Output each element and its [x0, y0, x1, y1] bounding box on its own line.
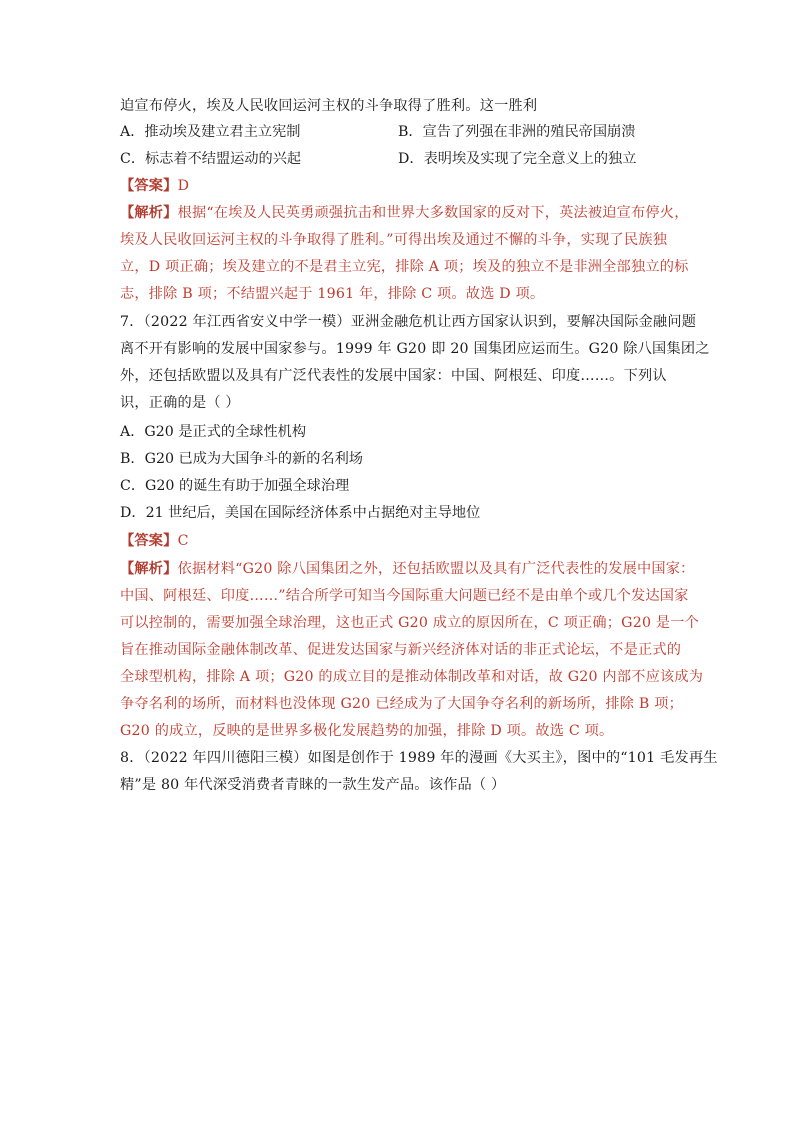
q7-stem-line-4: 识，正确的是（ ） [120, 395, 240, 411]
q7-analysis-text-1: 依据材料“G20 除八国集团之外，还包括欧盟以及具有广泛代表性的发展中国家： [177, 561, 695, 577]
q7-option-d: D．21 世纪后，美国在国际经济体系中占据绝对主导地位 [120, 505, 481, 521]
q8-stem-line-2: 精”是 80 年代深受消费者青睐的一款生发产品。该作品（ ） [120, 777, 506, 793]
q7-stem-line-2: 离不开有影响的发展中国家参与。1999 年 G20 即 20 国集团应运而生。G20 除八国集团之 [120, 341, 710, 357]
q8-source: （2022 年四川德阳三模） [143, 750, 308, 766]
q6-analysis-text-1: 根据“在埃及人民英勇顽强抗击和世界大多数国家的反对下，英法被迫宣布停火， [177, 205, 689, 221]
q7-analysis-line-1 [120, 559, 695, 579]
q6-analysis-line-3: 立，D 项正确；埃及建立的不是君主立宪，排除 A 项；埃及的独立不是非洲全部独立的标 [120, 259, 689, 275]
q6-answer-value: D [177, 178, 190, 194]
q6-analysis-line-2: 埃及人民收回运河主权的斗争取得了胜利。”可得出埃及通过不懈的斗争，实现了民族独 [120, 232, 668, 248]
q7-analysis-line-3: 可以控制的，需要加强全球治理，这也正式 G20 成立的原因所在，C 项正确；G20 是一个 [120, 615, 700, 631]
q6-option-b: B．宣告了列强在非洲的殖民帝国崩溃 [398, 124, 636, 140]
q8-number: 8． [120, 750, 144, 766]
q7-number: 7． [120, 314, 144, 330]
q6-analysis-line-4: 志，排除 B 项；不结盟兴起于 1961 年，排除 C 项。故选 D 项。 [120, 286, 545, 302]
q7-stem-text-1: 亚洲金融危机让西方国家认识到，要解决国际金融问题 [350, 314, 697, 330]
q7-analysis-line-7: G20 的成立，反映的是世界多极化发展趋势的加强，排除 D 项。故选 C 项。 [120, 723, 614, 739]
q6-option-a: A．推动埃及建立君主立宪制 [120, 124, 301, 140]
q6-answer [120, 176, 189, 196]
q8-stem-text-1: 如图是创作于 1989 年的漫画《大买主》，图中的“101 毛发再生 [307, 750, 718, 766]
q7-stem-line-3: 外，还包括欧盟以及具有广泛代表性的发展中国家：中国、阿根廷、印度……。下列认 [120, 368, 667, 384]
q7-stem-line-1 [120, 312, 696, 332]
q6-stem-tail: 迫宣布停火，埃及人民收回运河主权的斗争取得了胜利。这一胜利 [120, 98, 538, 114]
q7-analysis-line-6: 争夺名利的场所，而材料也没体现 G20 已经成为了大国争夺名利的新场所，排除 B 项； [120, 696, 684, 712]
q7-analysis-tag: 【解析】 [120, 561, 178, 577]
q6-analysis-tag: 【解析】 [120, 205, 178, 221]
q6-answer-tag: 【答案】 [120, 178, 178, 194]
q6-analysis-line-1 [120, 203, 689, 223]
q7-option-c: C．G20 的诞生有助于加强全球治理 [120, 478, 350, 494]
q7-answer-value: C [177, 533, 189, 549]
q7-analysis-line-4: 旨在推动国际金融体制改革、促进发达国家与新兴经济体对话的非正式论坛，不是正式的 [120, 642, 682, 658]
q7-option-a: A．G20 是正式的全球性机构 [120, 424, 307, 440]
q7-option-b: B．G20 已成为大国争斗的新的名利场 [120, 451, 363, 467]
q7-source: （2022 年江西省安义中学一模） [143, 314, 351, 330]
q6-option-d: D．表明埃及实现了完全意义上的独立 [398, 151, 637, 167]
q8-stem-line-1 [120, 748, 718, 768]
q7-answer [120, 531, 189, 551]
q7-answer-tag: 【答案】 [120, 533, 178, 549]
q7-analysis-line-2: 中国、阿根廷、印度……”结合所学可知当今国际重大问题已经不是由单个或几个发达国家 [120, 588, 689, 604]
q7-analysis-line-5: 全球型机构，排除 A 项；G20 的成立目的是推动体制改革和对话，故 G20 内部不应该成为 [120, 669, 704, 685]
q6-option-c: C．标志着不结盟运动的兴起 [120, 151, 302, 167]
